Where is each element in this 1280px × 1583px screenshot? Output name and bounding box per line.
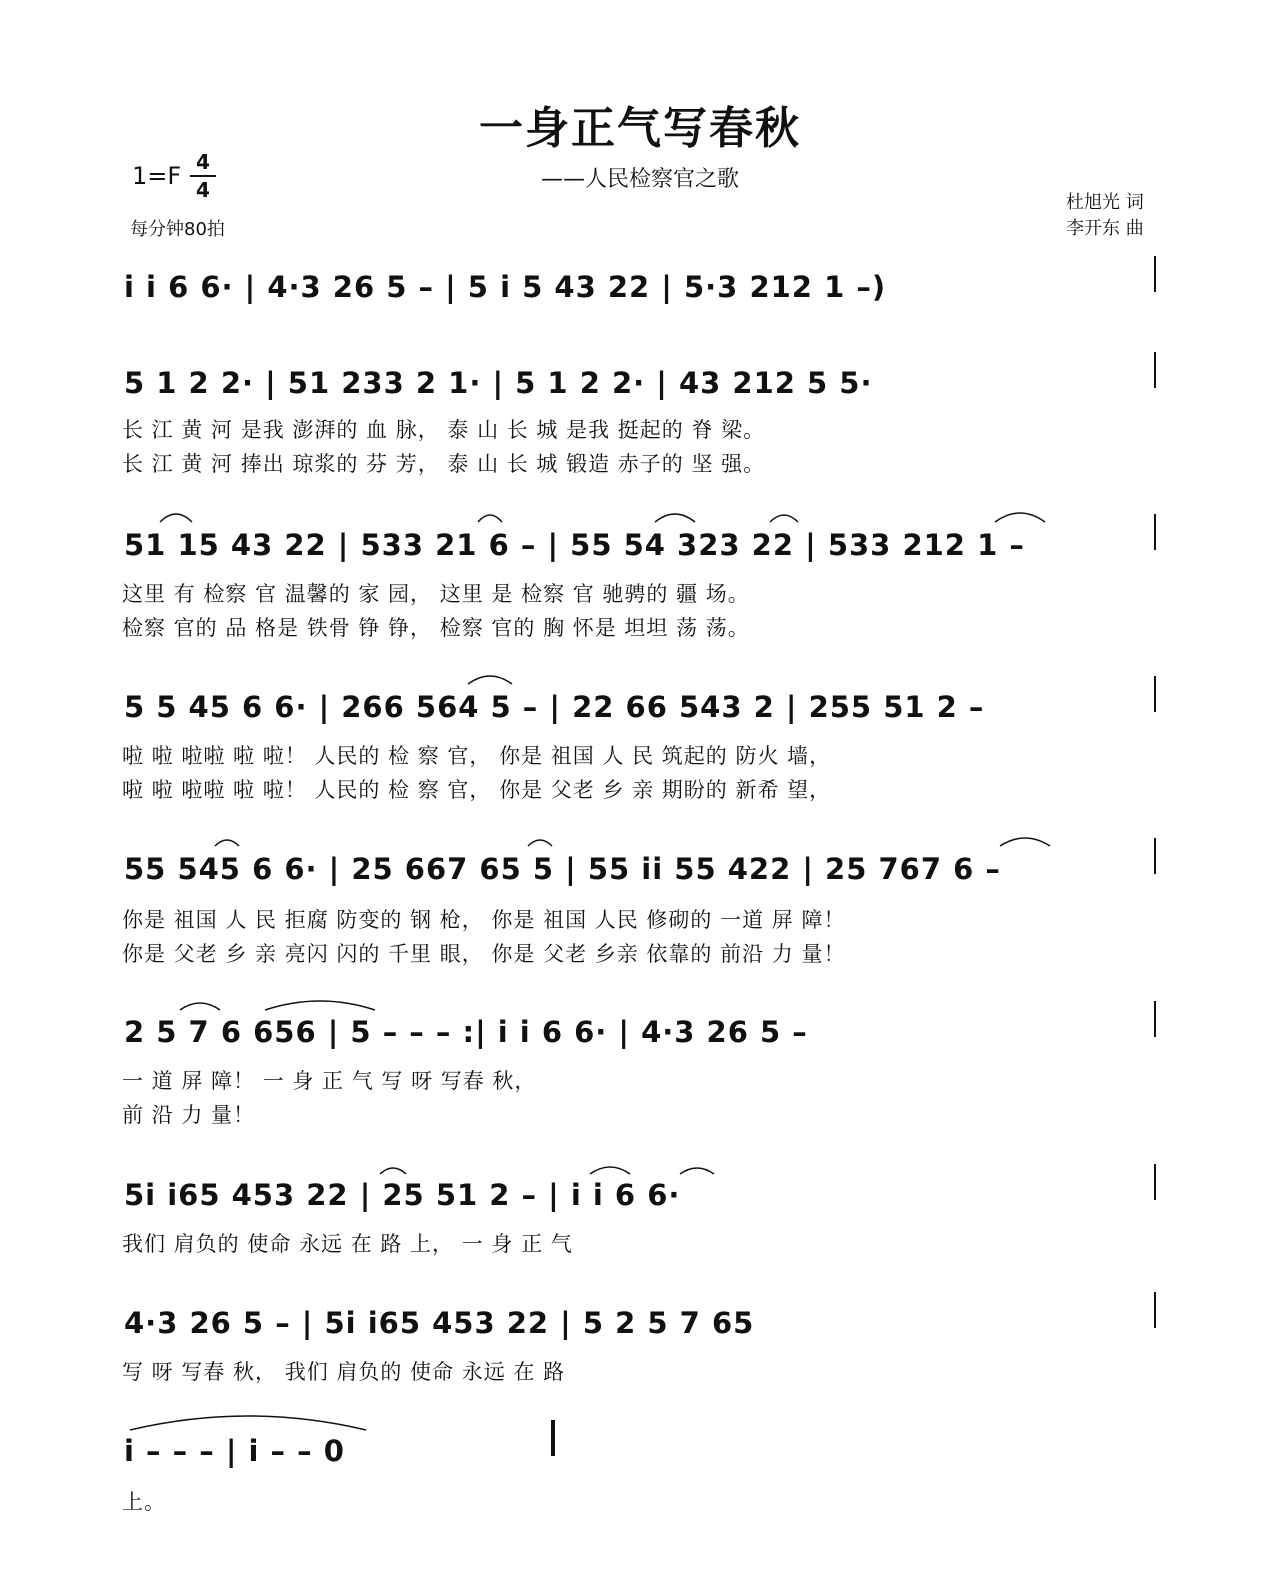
barline-end [1154, 1001, 1156, 1037]
slur-mark [528, 840, 552, 846]
notes-line: 51 15 43 22 | 533 21 6 – | 55 54 323 22 | 533 212 1 – [124, 528, 1025, 562]
notes-line: 55 545 6 6· | 25 667 65 5 | 55 ii 55 422 | 25 767 6 – [124, 852, 1001, 886]
slur-mark [478, 515, 502, 522]
lyric-verse-1: 上。 [122, 1490, 166, 1514]
title: 一身正气写春秋 [479, 103, 801, 154]
slur-mark [680, 1168, 714, 1174]
meter-top: 4 [196, 150, 210, 174]
key-signature: 1=F [132, 162, 182, 190]
lyric-verse-1: 啦 啦 啦啦 啦 啦！ 人民的 检 察 官， 你是 祖国 人 民 筑起的 防火 墙， [122, 744, 832, 768]
lyric-verse-1: 这里 有 检察 官 温馨的 家 园， 这里 是 检察 官 驰骋的 疆 场。 [122, 582, 750, 606]
barline-end [1154, 676, 1156, 712]
barline-end [1154, 514, 1156, 550]
lyric-verse-1: 你是 祖国 人 民 拒腐 防变的 钢 枪， 你是 祖国 人民 修砌的 一道 屏 障！ [122, 908, 846, 932]
lyric-verse-1: 长 江 黄 河 是我 澎湃的 血 脉， 泰 山 长 城 是我 挺起的 脊 梁。 [122, 418, 766, 442]
slur-mark [265, 1001, 375, 1010]
lyric-verse-2: 检察 官的 品 格是 铁骨 铮 铮， 检察 官的 胸 怀是 坦坦 荡 荡。 [122, 616, 750, 640]
notes-line: i i 6 6· | 4·3 26 5 – | 5 i 5 43 22 | 5·3 212 1 –) [124, 270, 887, 304]
barline-end [1154, 352, 1156, 388]
notes-line: i – – – | i – – 0 [124, 1434, 345, 1468]
slur-mark [1000, 838, 1050, 846]
barline-end [1154, 838, 1156, 874]
subtitle: ——人民检察官之歌 [540, 167, 739, 192]
slur-mark [995, 513, 1045, 522]
lyric-verse-2: 你是 父老 乡 亲 亮闪 闪的 千里 眼， 你是 父老 乡亲 依靠的 前沿 力 量！ [122, 942, 846, 966]
meter-line [190, 175, 216, 177]
slur-mark [130, 1416, 366, 1430]
slur-mark [468, 676, 512, 684]
time-signature [190, 150, 216, 202]
lyricist: 杜旭光 词 [1066, 192, 1144, 213]
barline-end [1154, 256, 1156, 292]
slur-mark [380, 1168, 406, 1174]
slur-mark [590, 1167, 630, 1174]
slur-mark [770, 515, 798, 522]
lyric-verse-1: 一 道 屏 障！ 一 身 正 气 写 呀 写春 秋， [122, 1069, 537, 1093]
lyric-verse-1: 我们 肩负的 使命 永远 在 路 上， 一 身 正 气 [122, 1232, 573, 1256]
lyric-verse-1: 写 呀 写春 秋， 我们 肩负的 使命 永远 在 路 [122, 1360, 566, 1384]
barline-end [1154, 1292, 1156, 1328]
lyric-verse-2: 啦 啦 啦啦 啦 啦！ 人民的 检 察 官， 你是 父老 乡 亲 期盼的 新希 望， [122, 778, 832, 802]
barline-end [1154, 1164, 1156, 1200]
slur-mark [215, 840, 239, 846]
notes-line: 4·3 26 5 – | 5i i65 453 22 | 5 2 5 7 65 [124, 1306, 755, 1340]
meter-bottom: 4 [196, 178, 210, 202]
tempo-marking: 每分钟80拍 [130, 219, 225, 240]
lyric-verse-2: 长 江 黄 河 捧出 琼浆的 芬 芳， 泰 山 长 城 锻造 赤子的 坚 强。 [122, 452, 766, 476]
final-barline [551, 1420, 555, 1456]
credits [1066, 190, 1144, 242]
composer: 李开东 曲 [1066, 218, 1144, 239]
notes-line: 5 5 45 6 6· | 266 564 5 – | 22 66 543 2 | 255 51 2 – [124, 690, 985, 724]
notes-line: 5i i65 453 22 | 25 51 2 – | i i 6 6· [124, 1178, 681, 1212]
slur-mark [160, 514, 192, 522]
notes-line: 2 5 7 6 656 | 5 – – – :| i i 6 6· | 4·3 26 5 – [124, 1015, 808, 1049]
notes-line: 5 1 2 2· | 51 233 2 1· | 5 1 2 2· | 43 212 5 5· [124, 366, 873, 400]
slur-mark [180, 1003, 220, 1010]
slur-mark [655, 514, 695, 522]
lyric-verse-2: 前 沿 力 量！ [122, 1103, 256, 1127]
